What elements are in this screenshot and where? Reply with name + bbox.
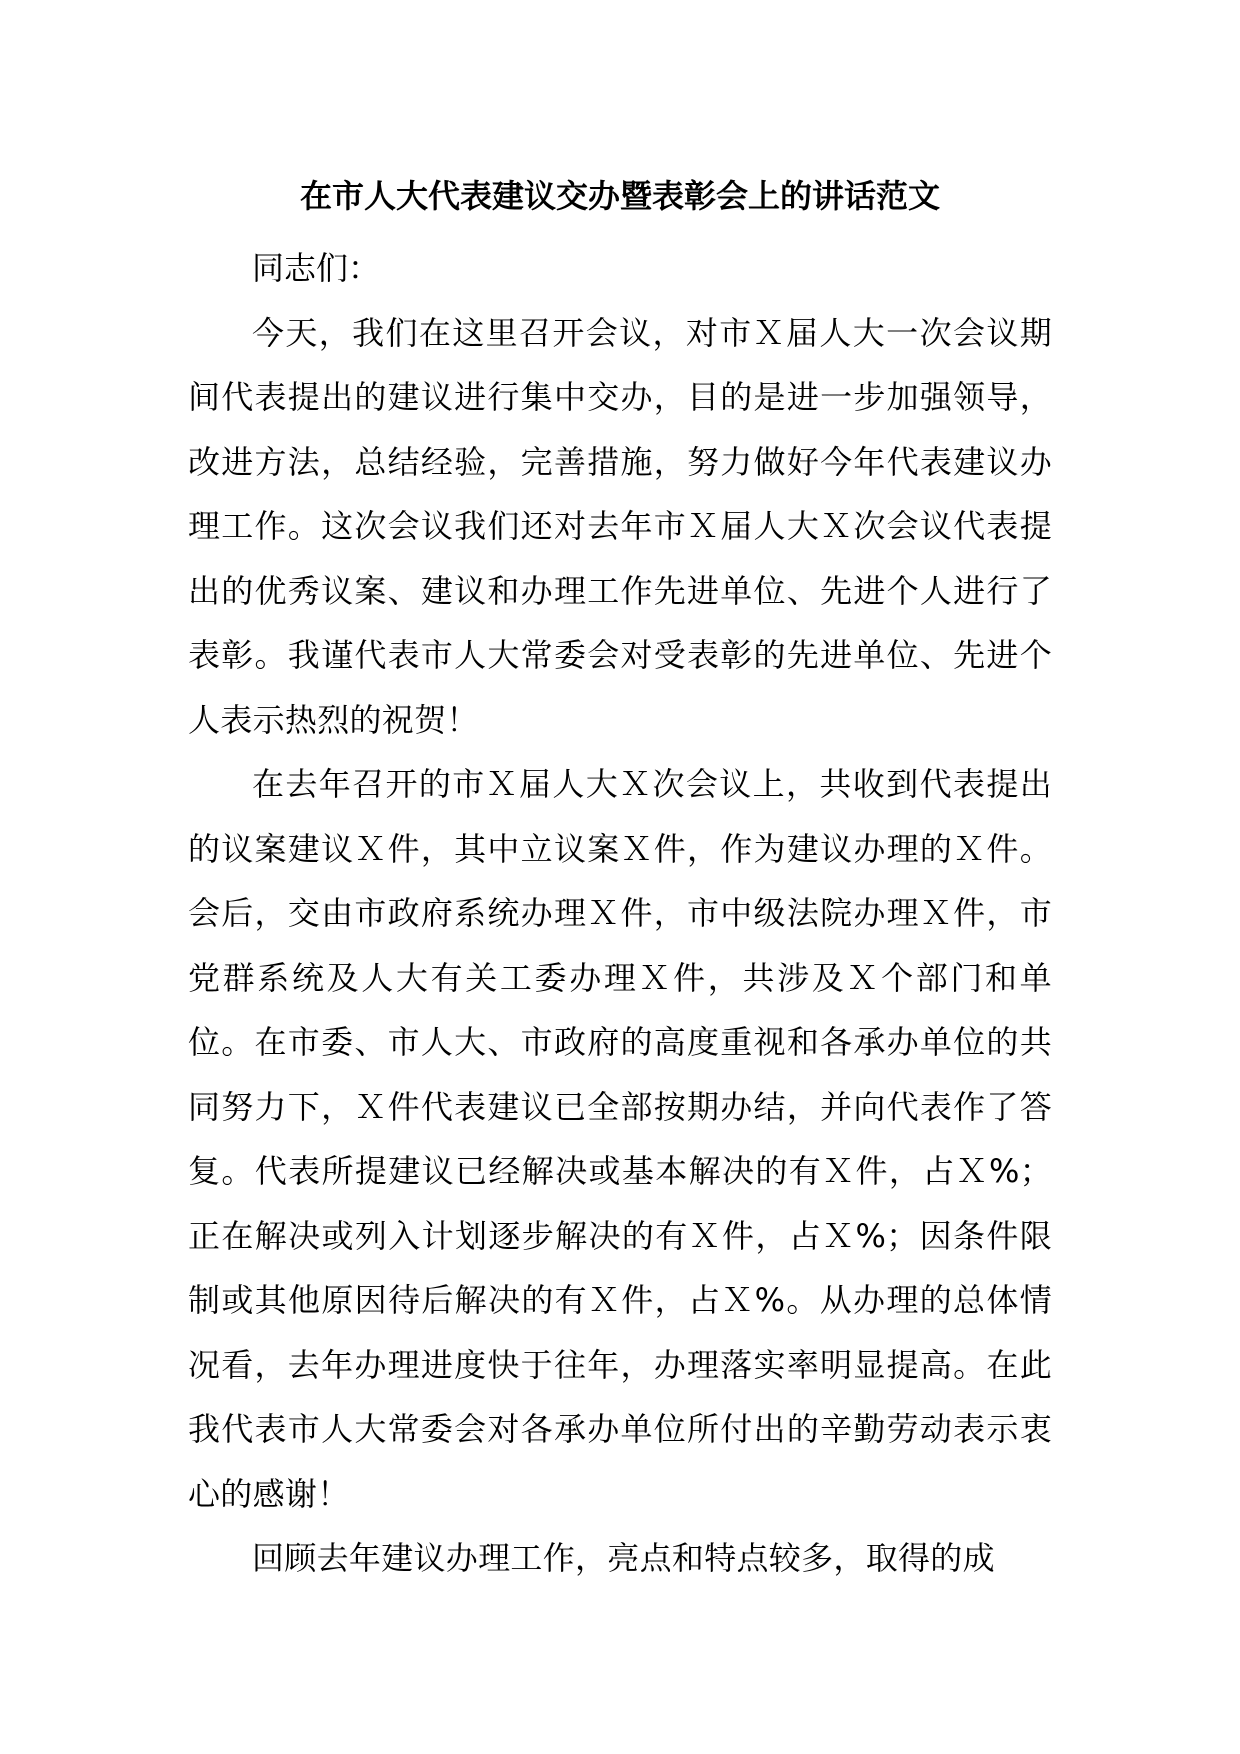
paragraph-3: 回顾去年建议办理工作，亮点和特点较多，取得的成 <box>252 1539 995 1577</box>
paragraph-1: 今天，我们在这里召开会议，对市Ｘ届人大一次会议期间代表提出的建议进行集中交办，目的是进一步加强领导，改进方法，总结经验，完善措施，努力做好今年代表建议办理工作。这次会议我们还对去年市Ｘ届人大Ｘ次会议代表提出的优秀议案、建议和办理工作先进单位、先进个人进行了表彰。我谨代表市人大常委会对受表彰的先进单位、先进个人表示热烈的祝贺！ <box>188 313 1052 739</box>
salutation: 同志们： <box>252 249 381 287</box>
paragraph-2: 在去年召开的市Ｘ届人大Ｘ次会议上，共收到代表提出的议案建议Ｘ件，其中立议案Ｘ件，作为建议办理的Ｘ件。会后，交由市政府系统办理Ｘ件，市中级法院办理Ｘ件，市党群系统及人大有关工委办理Ｘ件，共涉及Ｘ个部门和单位。在市委、市人大、市政府的高度重视和各承办单位的共同努力下，Ｘ件代表建议已全部按期办结，并向代表作了答复。代表所提建议已经解决或基本解决的有Ｘ件，占Ｘ%；正在解决或列入计划逐步解决的有Ｘ件，占Ｘ%；因条件限制或其他原因待后解决的有Ｘ件，占Ｘ%。从办理的总体情况看，去年办理进度快于往年，办理落实率明显提高。在此我代表市人大常委会对各承办单位所付出的辛勤劳动表示衷心的感谢！ <box>188 765 1052 1513</box>
document-title: 在市人大代表建议交办暨表彰会上的讲话范文 <box>299 177 940 215</box>
document-body <box>188 236 1052 1591</box>
